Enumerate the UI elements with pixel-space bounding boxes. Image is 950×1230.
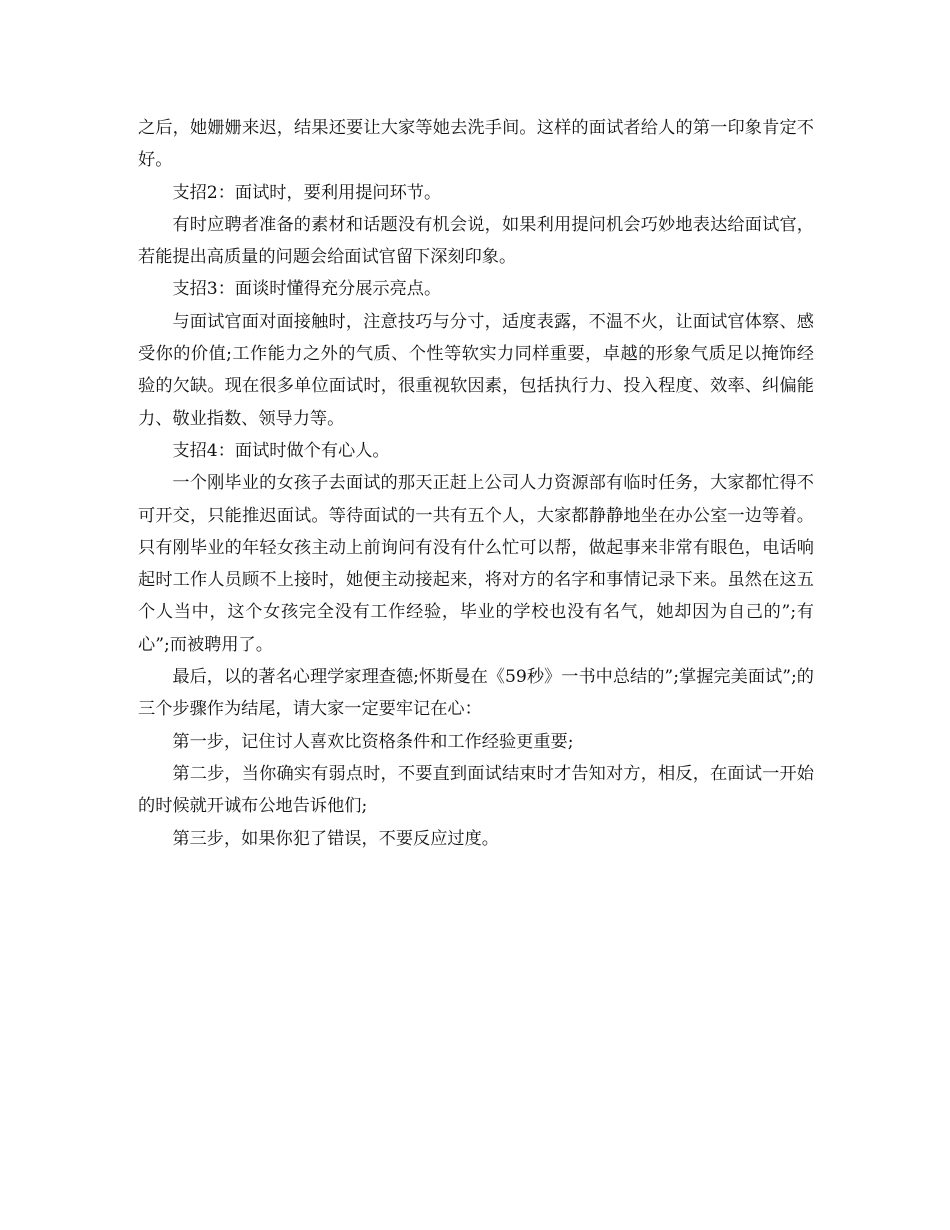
step-1: 第一步，记住讨人喜欢比资格条件和工作经验更重要;	[172, 731, 574, 752]
paragraph: 有时应聘者准备的素材和话题没有机会说，如果利用提问机会巧妙地表达给面试官，若能提出高质量的问题会给面试官留下深刻印象。	[138, 214, 814, 268]
paragraph: 与面试官面对面接触时，注意技巧与分寸，适度表露，不温不火，让面试官体察、感受你的价值;工作能力之外的气质、个性等软实力同样重要，卓越的形象气质足以掩饰经验的欠缺。现在很多单位面试时，很重视软因素，包括执行力、投入程度、效率、纠偏能力、敬业指数、领导力等。	[138, 311, 814, 429]
step-3: 第三步，如果你犯了错误，不要反应过度。	[172, 828, 499, 849]
document-page	[138, 112, 814, 855]
tip-2-heading: 支招2：面试时，要利用提问环节。	[172, 182, 442, 203]
paragraph: 一个刚毕业的女孩子去面试的那天正赶上公司人力资源部有临时任务，大家都忙得不可开交，只能推迟面试。等待面试的一共有五个人，大家都静静地坐在办公室一边等着。只有刚毕业的年轻女孩主动上前询问有没有什么忙可以帮，做起事来非常有眼色，电话响起时工作人员顾不上接时，她便主动接起来，将对方的名字和事情记录下来。虽然在这五个人当中，这个女孩完全没有工作经验，毕业的学校也没有名气，她却因为自己的”;有心”;而被聘用了。	[138, 473, 814, 655]
tip-3-heading: 支招3：面谈时懂得充分展示亮点。	[172, 279, 442, 300]
step-2: 第二步，当你确实有弱点时，不要直到面试结束时才告知对方，相反，在面试一开始的时候就开诚布公地告诉他们;	[138, 763, 814, 817]
paragraph-continued: 之后，她姗姗来迟，结果还要让大家等她去洗手间。这样的面试者给人的第一印象肯定不好。	[138, 118, 814, 171]
tip-4-heading: 支招4：面试时做个有心人。	[172, 440, 390, 461]
paragraph: 最后，以的著名心理学家理查德;怀斯曼在《59秒》一书中总结的”;掌握完美面试”;的三个步骤作为结尾，请大家一定要牢记在心：	[138, 667, 814, 720]
